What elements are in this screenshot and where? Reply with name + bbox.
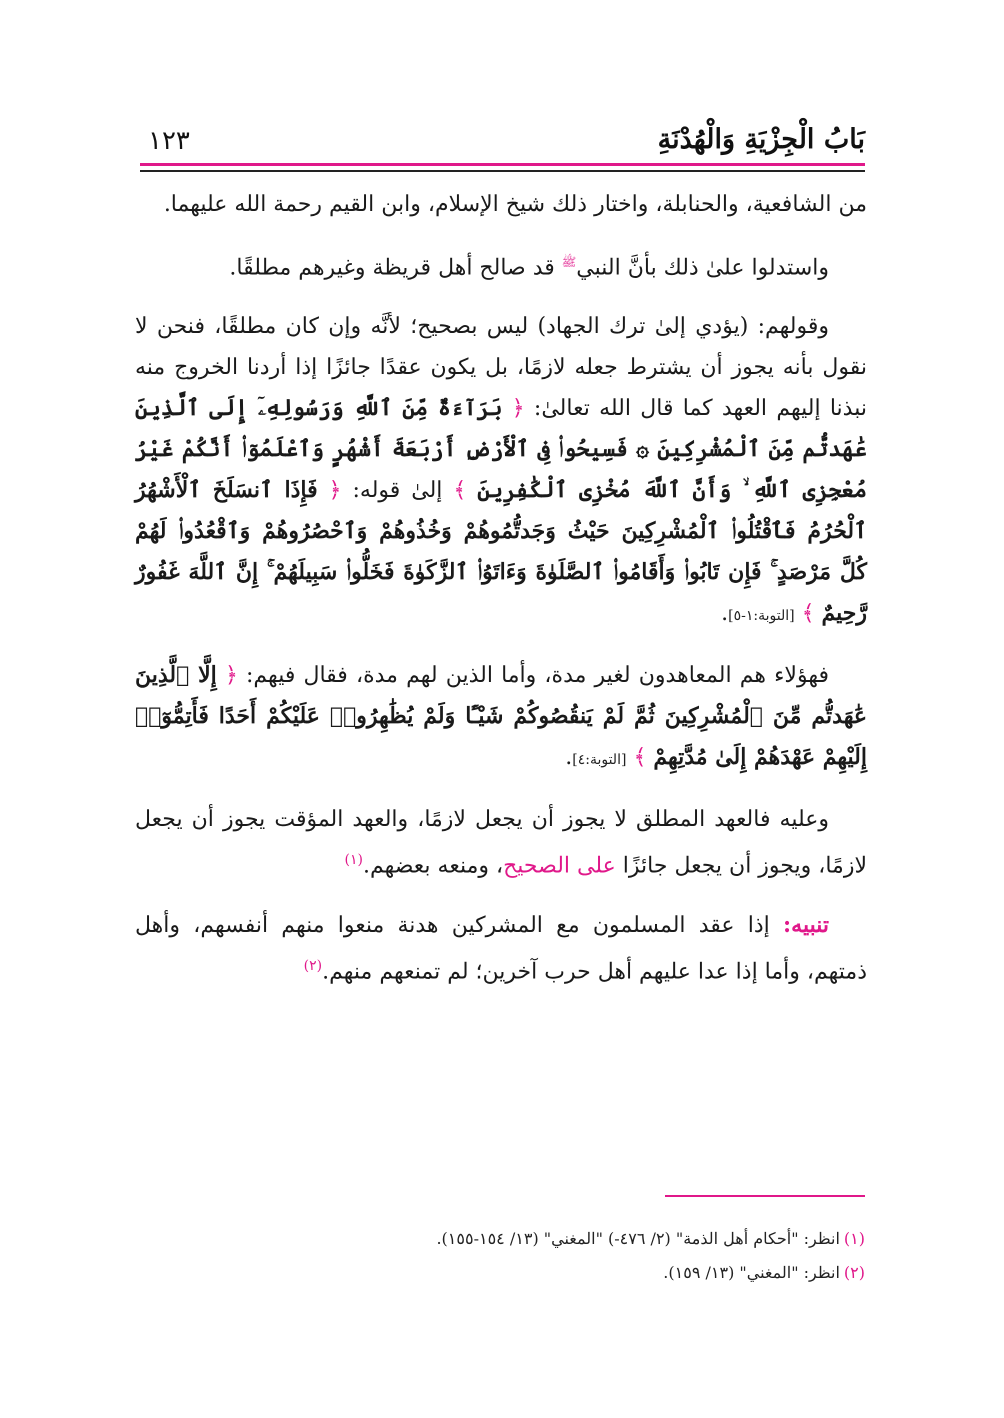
quran-verse-1: بَرَآءَةٌ مِّنَ ٱللَّهِ وَرَسُولِهِۦٓ إِلَى ٱلَّذِينَ عَٰهَدتُّم مِّنَ ٱلْمُشْرِكِينَ ۞ فَسِيحُوا۟ فِى ٱلْأَرْضِ أَرْبَعَةَ أَشْهُرٍ وَٱعْلَمُوٓا۟ أَنَّكُمْ غَيْرُ مُعْجِزِى ٱللَّهِ ۙ وَأَنَّ ٱللَّهَ مُخْزِى ٱلْكَٰفِرِينَ [135,395,868,504]
quran-close-bracket: ﴾ [801,601,815,627]
notice-paragraph [135,905,867,992]
paragraph-4 [135,655,867,781]
chapter-title: بَابُ الْجِزْيَةِ وَالْهُدْنَةِ [657,124,865,155]
paragraph-2-start: واستدلوا علىٰ ذلك بأنَّ النبي [576,255,829,281]
period: . [721,601,729,627]
quran-open-bracket: ﴿ [511,396,525,422]
footnote-text: انظر: "أحكام أهل الذمة" (٢/ ٤٧٦-) "المغني" (١٣/ ١٥٤-١٥٥). [436,1229,840,1248]
header-rule-accent [140,163,865,166]
running-header [140,118,865,168]
quran-verse-3: إِلَّا ٱلَّذِينَ عَٰهَدتُّم مِّنَ ٱلْمُشْرِكِينَ ثُمَّ لَمْ يَنقُصُوكُمْ شَيْـًٔا وَلَمْ يُظَٰهِرُوا۟ عَلَيْكُمْ أَحَدًا فَأَتِمُّوٓا۟ إِلَيْهِمْ عَهْدَهُمْ إِلَىٰ مُدَّتِهِمْ [135,662,867,771]
paragraph-5 [135,799,867,886]
paragraph-3-middle: إلىٰ قوله: [352,478,443,504]
footnote-2 [200,1256,865,1290]
main-text [135,184,867,1010]
verse-citation-1: [التوبة:١-٥] [728,608,795,625]
quran-close-bracket: ﴾ [453,478,467,504]
footnote-text: انظر: "المغني" (١٣/ ١٥٩). [663,1263,840,1282]
paragraph-2 [135,242,867,288]
quran-verse-2: فَإِذَا ٱنسَلَخَ ٱلْأَشْهُرُ ٱلْحُرُمُ فَٱقْتُلُوا۟ ٱلْمُشْرِكِينَ حَيْثُ وَجَدتُّمُوهُمْ وَخُذُوهُمْ وَٱحْصُرُوهُمْ وَٱقْعُدُوا۟ لَهُمْ كُلَّ مَرْصَدٍ ۚ فَإِن تَابُوا۟ وَأَقَامُوا۟ ٱلصَّلَوٰةَ وَءَاتَوُا۟ ٱلزَّكَوٰةَ فَخَلُّوا۟ سَبِيلَهُمْ ۚ إِنَّ ٱللَّهَ غَفُورٌ رَّحِيمٌ [135,477,867,627]
paragraph-1: من الشافعية، والحنابلة، واختار ذلك شيخ الإسلام، وابن القيم رحمة الله عليهما. [163,192,867,217]
paragraph-5-end: ، ومنعه بعضهم. [362,853,504,879]
quran-open-bracket: ﴿ [328,478,342,504]
page-number: ١٢٣ [148,126,190,156]
highlighted-phrase: على الصحيح [503,853,616,879]
paragraph-3-start: وقولهم: (يؤدي إلىٰ ترك الجهاد) ليس بصحيح؛ لأنَّه وإن كان مطلقًا، فنحن لا نقول بأنه يجوز أن يشترط جعله لازمًا، بل يكون عقدًا جائزًا إذا أردنا الخروج منه نبذنا إليهم العهد كما قال الله تعالىٰ: [135,314,867,422]
footnote-marker-1[interactable]: (١) [344,852,363,869]
period: . [565,745,573,771]
footnote-number: (١) [843,1229,865,1248]
paragraph-3 [135,306,867,637]
footnote-marker-2[interactable]: (٢) [303,957,323,974]
paragraph-4-start: فهؤلاء هم المعاهدون لغير مدة، وأما الذين لهم مدة، فقال فيهم: [246,663,829,689]
footnote-1 [200,1222,865,1256]
footnotes [200,1222,865,1290]
notice-text: إذا عقد المسلمون مع المشركين هدنة منعوا منهم أنفسهم، وأهل ذمتهم، وأما إذا عدا عليهم أهل حرب آخرين؛ لم تمنعهم منهم. [135,912,867,984]
notice-label: تنبيه: [783,911,829,938]
header-rule-dark [140,170,865,172]
paragraph-5-start: وعليه فالعهد المطلق لا يجوز أن يجعل لازمًا، والعهد المؤقت يجوز أن يجعل لازمًا، ويجوز أن يجعل جائزًا [135,807,867,879]
honorific-icon: ﷺ [561,255,577,269]
footnote-number: (٢) [843,1263,865,1282]
verse-citation-2: [التوبة:٤] [572,752,627,769]
quran-close-bracket: ﴾ [633,745,647,771]
quran-open-bracket: ﴿ [224,663,238,689]
paragraph-2-end: قد صالح أهل قريظة وغيرهم مطلقًا. [229,255,555,281]
footnote-separator [665,1195,865,1197]
